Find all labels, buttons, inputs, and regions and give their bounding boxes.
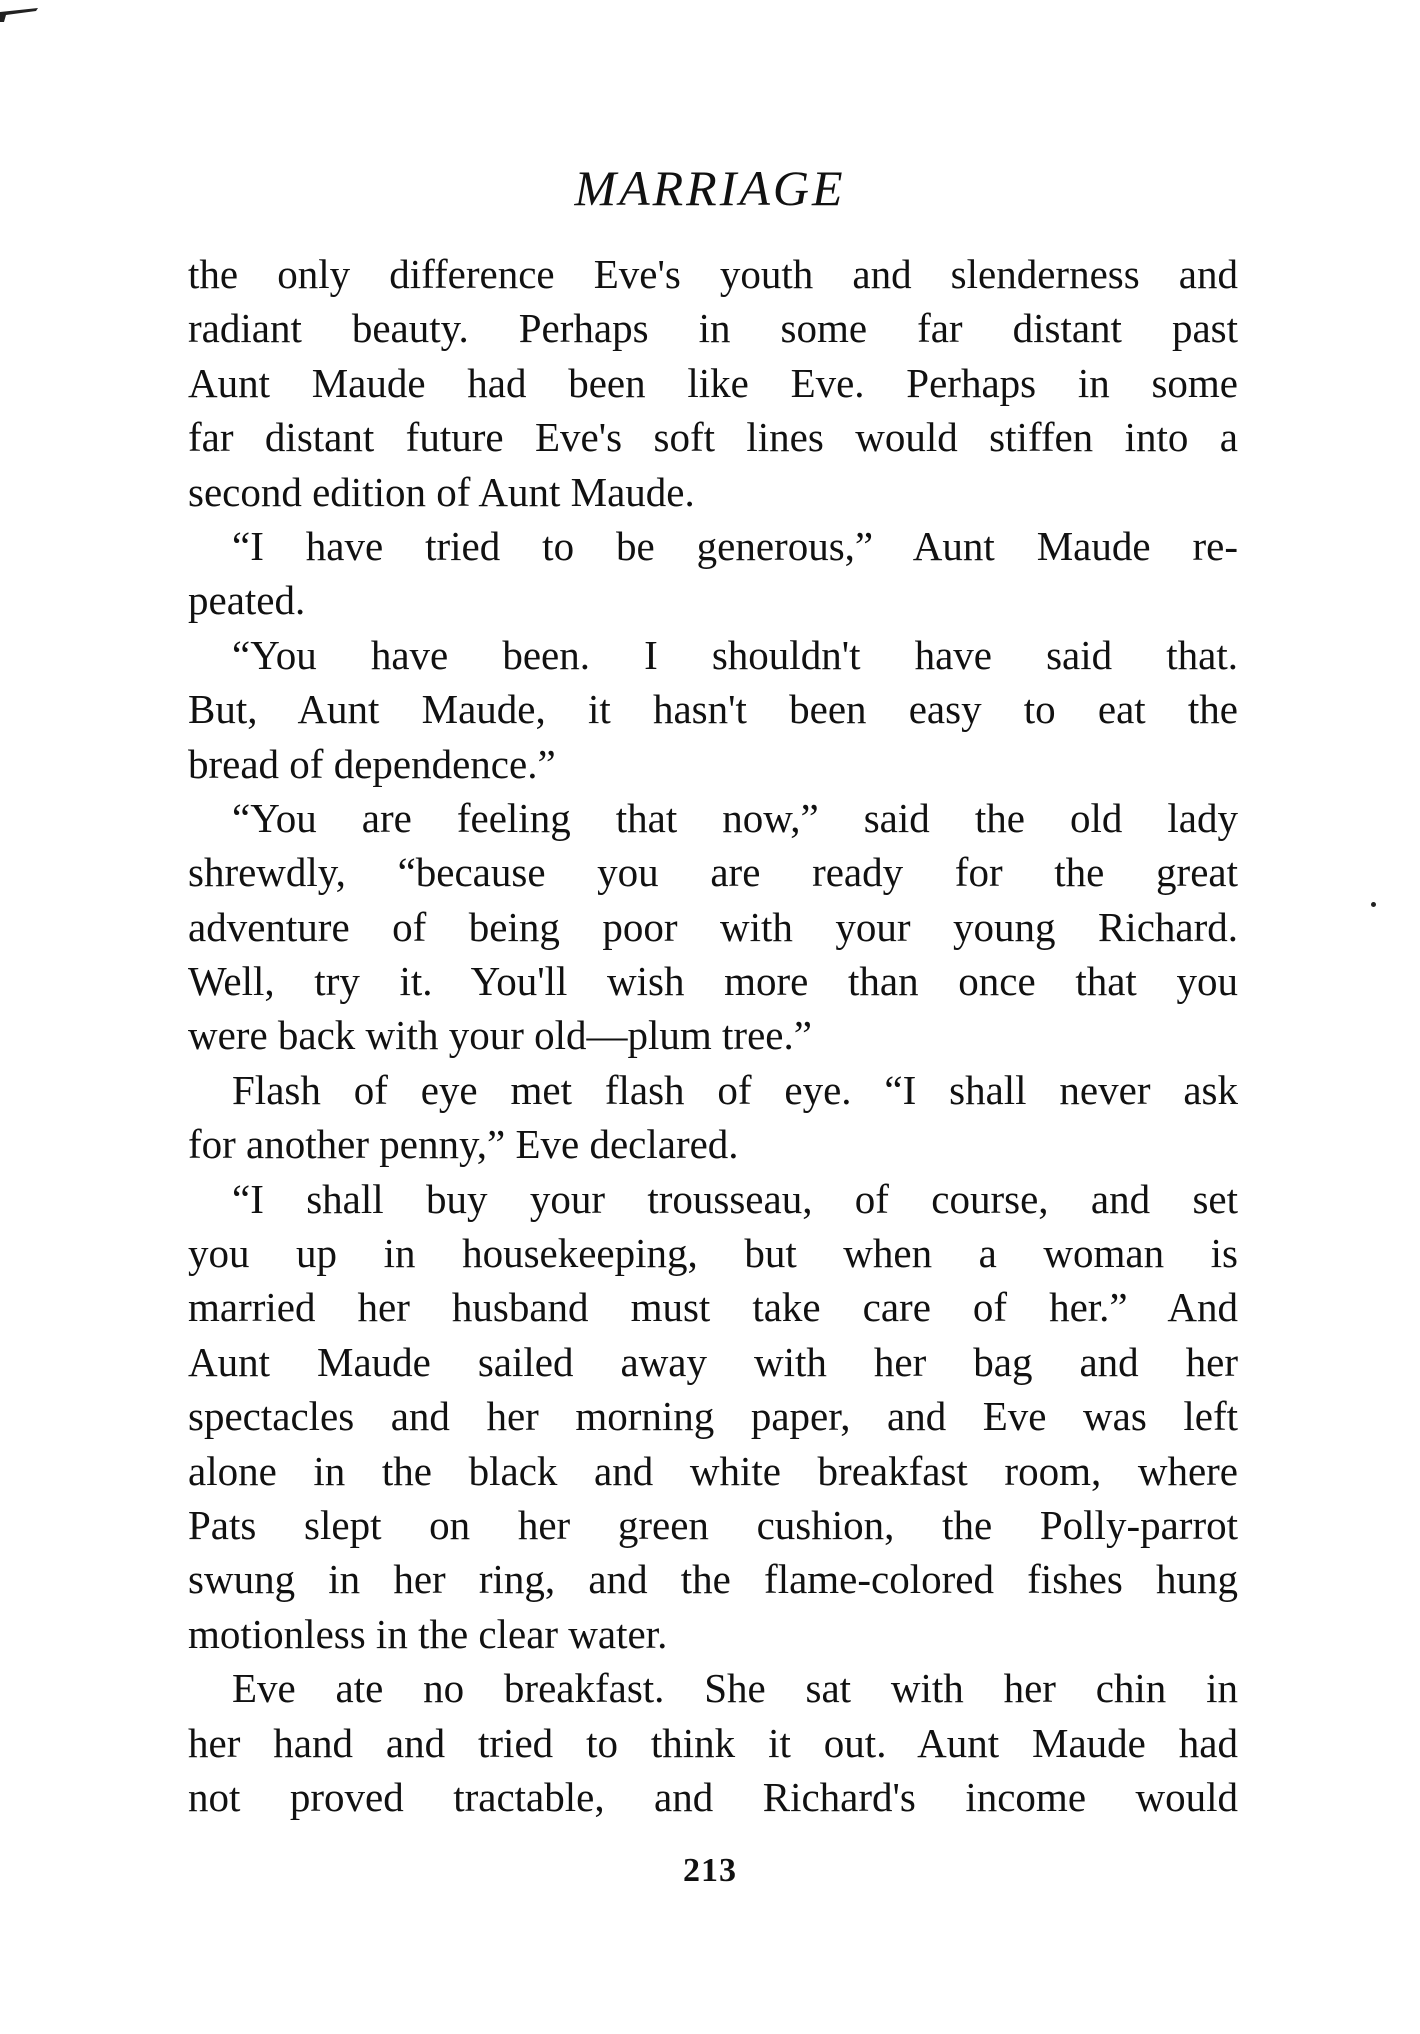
body-text bbox=[188, 247, 1238, 1824]
text-line: “You have been. I shouldn't have said that. bbox=[232, 631, 1238, 678]
text-line: second edition of Aunt Maude. bbox=[188, 468, 695, 515]
text-line: Well, try it. You'll wish more than once that you bbox=[188, 958, 1238, 1005]
text-line: her hand and tried to think it out. Aunt Maude had bbox=[188, 1719, 1238, 1766]
text-line: motionless in the clear water. bbox=[188, 1610, 668, 1657]
text-line: adventure of being poor with your young Richard. bbox=[188, 903, 1238, 950]
text-line: “I shall buy your trousseau, of course, and set bbox=[232, 1175, 1238, 1222]
text-line: alone in the black and white breakfast room, where bbox=[188, 1447, 1238, 1494]
text-line: were back with your old—plum tree.” bbox=[188, 1012, 812, 1059]
text-line: radiant beauty. Perhaps in some far distant past bbox=[188, 305, 1238, 352]
text-line: you up in housekeeping, but when a woman is bbox=[188, 1230, 1238, 1277]
text-line: Aunt Maude sailed away with her bag and her bbox=[188, 1338, 1238, 1385]
text-line: But, Aunt Maude, it hasn't been easy to eat the bbox=[188, 686, 1238, 733]
text-line: bread of dependence.” bbox=[188, 740, 556, 787]
print-speck bbox=[1371, 902, 1376, 907]
text-line: “You are feeling that now,” said the old lady bbox=[232, 794, 1238, 841]
text-line: Flash of eye met flash of eye. “I shall never ask bbox=[232, 1066, 1238, 1113]
text-line: far distant future Eve's soft lines would stiffen into a bbox=[188, 414, 1238, 461]
text-line: the only difference Eve's youth and slenderness and bbox=[188, 251, 1238, 297]
text-line: “I have tried to be generous,” Aunt Maude re- bbox=[232, 522, 1238, 569]
page-number: 213 bbox=[683, 1852, 737, 1889]
text-line: Aunt Maude had been like Eve. Perhaps in some bbox=[188, 359, 1238, 406]
running-head: MARRIAGE bbox=[574, 160, 846, 216]
text-line: married her husband must take care of her.” And bbox=[188, 1284, 1238, 1331]
text-line: shrewdly, “because you are ready for the great bbox=[188, 849, 1238, 896]
scan-corner-mark bbox=[0, 8, 40, 22]
text-line: swung in her ring, and the flame-colored fishes hung bbox=[188, 1556, 1238, 1603]
text-line: peated. bbox=[188, 577, 306, 624]
text-line: not proved tractable, and Richard's income would bbox=[188, 1773, 1238, 1820]
text-line: Eve ate no breakfast. She sat with her chin in bbox=[232, 1665, 1238, 1712]
text-line: spectacles and her morning paper, and Eve was left bbox=[188, 1393, 1238, 1440]
text-line: Pats slept on her green cushion, the Polly-parrot bbox=[188, 1501, 1238, 1548]
text-line: for another penny,” Eve declared. bbox=[188, 1121, 739, 1168]
